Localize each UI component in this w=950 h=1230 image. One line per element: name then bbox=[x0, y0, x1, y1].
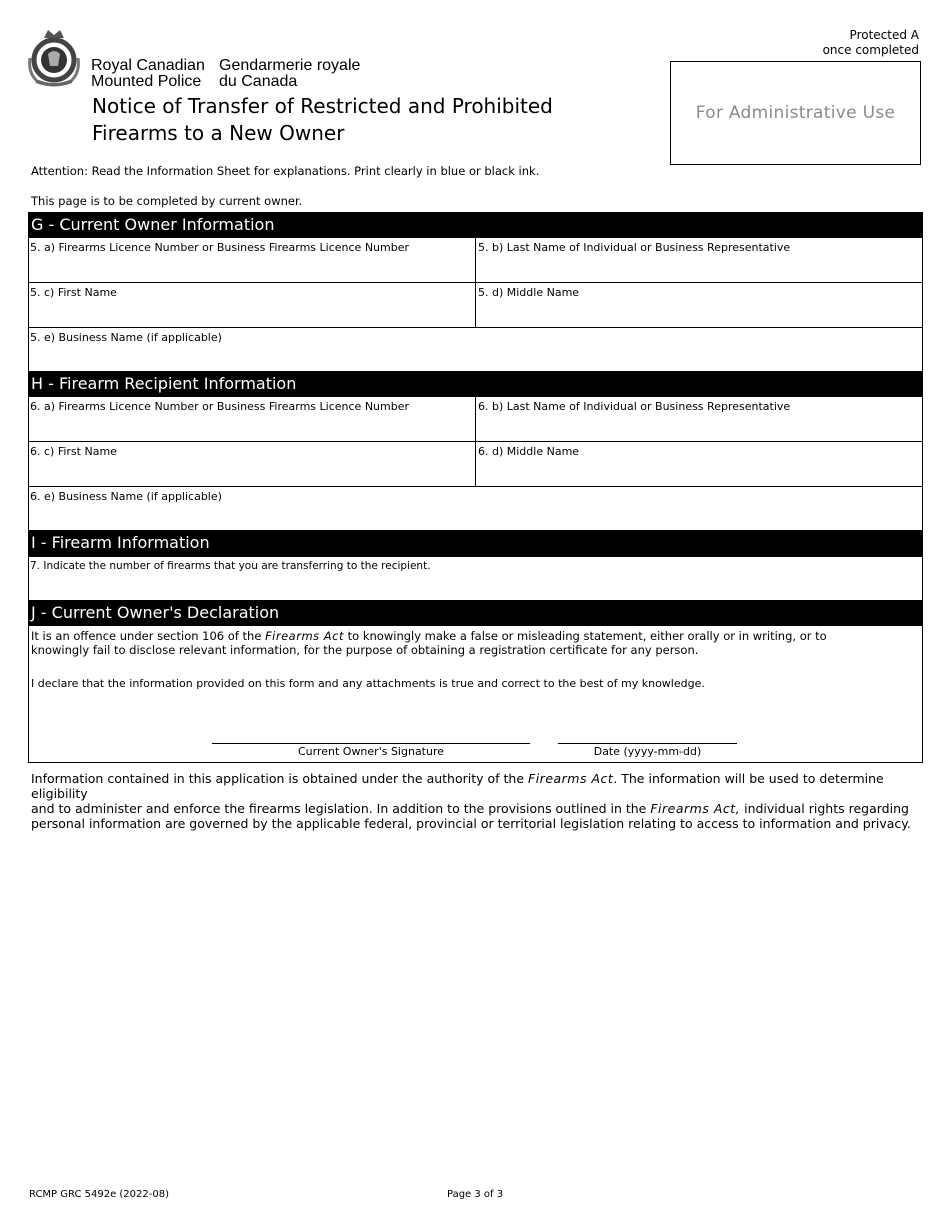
org-name-en-line2: Mounted Police bbox=[91, 73, 202, 90]
admin-use-label: For Administrative Use bbox=[695, 103, 896, 123]
offence-pre: It is an offence under section 106 of the bbox=[31, 629, 266, 643]
field-5e-business-name[interactable]: 5. e) Business Name (if applicable) bbox=[28, 327, 923, 372]
field-5b-last-name[interactable]: 5. b) Last Name of Individual or Business Representative bbox=[475, 237, 923, 282]
org-name-fr-line1: Gendarmerie royale bbox=[219, 57, 361, 74]
offence-post: to knowingly make a false or misleading statement, either orally or in writing, or to bbox=[344, 629, 827, 643]
privacy-line1-pre: Information contained in this application is obtained under the authority of the bbox=[31, 771, 529, 786]
field-6d-middle-name[interactable]: 6. d) Middle Name bbox=[475, 441, 923, 486]
section-h-heading: H - Firearm Recipient Information bbox=[28, 371, 923, 397]
page-title bbox=[92, 93, 553, 147]
privacy-line1-post: . The information will be used to determine eligibility bbox=[31, 771, 884, 801]
offence-statement bbox=[31, 629, 911, 657]
org-name-fr bbox=[219, 58, 360, 90]
date-line[interactable] bbox=[558, 743, 737, 744]
field-7-firearm-count[interactable]: 7. Indicate the number of firearms that you are transferring to the recipient. bbox=[28, 556, 923, 600]
section-j-heading: J - Current Owner's Declaration bbox=[28, 600, 923, 626]
privacy-act-ref2: Firearms Act, bbox=[650, 801, 741, 816]
form-code: RCMP GRC 5492e (2022-08) bbox=[29, 1189, 169, 1200]
date-label: Date (yyyy-mm-dd) bbox=[593, 745, 702, 758]
declaration-statement: I declare that the information provided on this form and any attachments is true and correct to the best of my knowledge. bbox=[31, 677, 705, 690]
section-g-heading: G - Current Owner Information bbox=[28, 212, 923, 238]
field-6c-first-name[interactable]: 6. c) First Name bbox=[28, 441, 475, 486]
signature-line[interactable] bbox=[212, 743, 530, 744]
field-6a-licence[interactable]: 6. a) Firearms Licence Number or Business Firearms Licence Number bbox=[28, 396, 475, 441]
field-6b-last-name[interactable]: 6. b) Last Name of Individual or Business Representative bbox=[475, 396, 923, 441]
privacy-line2-pre: and to administer and enforce the firearms legislation. In addition to the provisions outlined in the bbox=[31, 801, 651, 816]
completed-by-note: This page is to be completed by current owner. bbox=[31, 194, 303, 208]
field-6e-business-name[interactable]: 6. e) Business Name (if applicable) bbox=[28, 486, 923, 531]
org-name-en-line1: Royal Canadian bbox=[91, 57, 205, 74]
title-line2: Firearms to a New Owner bbox=[92, 121, 345, 145]
signature-label: Current Owner's Signature bbox=[297, 745, 445, 758]
field-5a-licence[interactable]: 5. a) Firearms Licence Number or Business Firearms Licence Number bbox=[28, 237, 475, 282]
admin-use-box bbox=[670, 61, 921, 165]
org-name-en bbox=[91, 58, 205, 90]
protected-line2: once completed bbox=[822, 43, 919, 57]
firearms-act-ref: Firearms Act bbox=[265, 629, 344, 643]
field-5d-middle-name[interactable]: 5. d) Middle Name bbox=[475, 282, 923, 327]
title-line1: Notice of Transfer of Restricted and Prohibited bbox=[92, 94, 553, 118]
privacy-line2-post: individual rights regarding bbox=[740, 801, 909, 816]
privacy-act-ref: Firearms Act bbox=[528, 771, 614, 786]
privacy-line3: personal information are governed by the applicable federal, provincial or territorial legislation relating to access to information and privacy. bbox=[31, 816, 911, 831]
section-i-heading: I - Firearm Information bbox=[28, 530, 923, 556]
org-name-fr-line2: du Canada bbox=[219, 73, 298, 90]
attention-note: Attention: Read the Information Sheet for explanations. Print clearly in blue or black ink. bbox=[31, 164, 540, 178]
page-number: Page 3 of 3 bbox=[447, 1189, 504, 1200]
protected-line1: Protected A bbox=[849, 28, 919, 42]
field-5c-first-name[interactable]: 5. c) First Name bbox=[28, 282, 475, 327]
protected-label bbox=[823, 28, 919, 58]
offence-line2: knowingly fail to disclose relevant information, for the purpose of obtaining a registration certificate for any person. bbox=[31, 643, 699, 657]
privacy-notice bbox=[31, 771, 921, 831]
rcmp-crest-icon bbox=[26, 28, 82, 88]
